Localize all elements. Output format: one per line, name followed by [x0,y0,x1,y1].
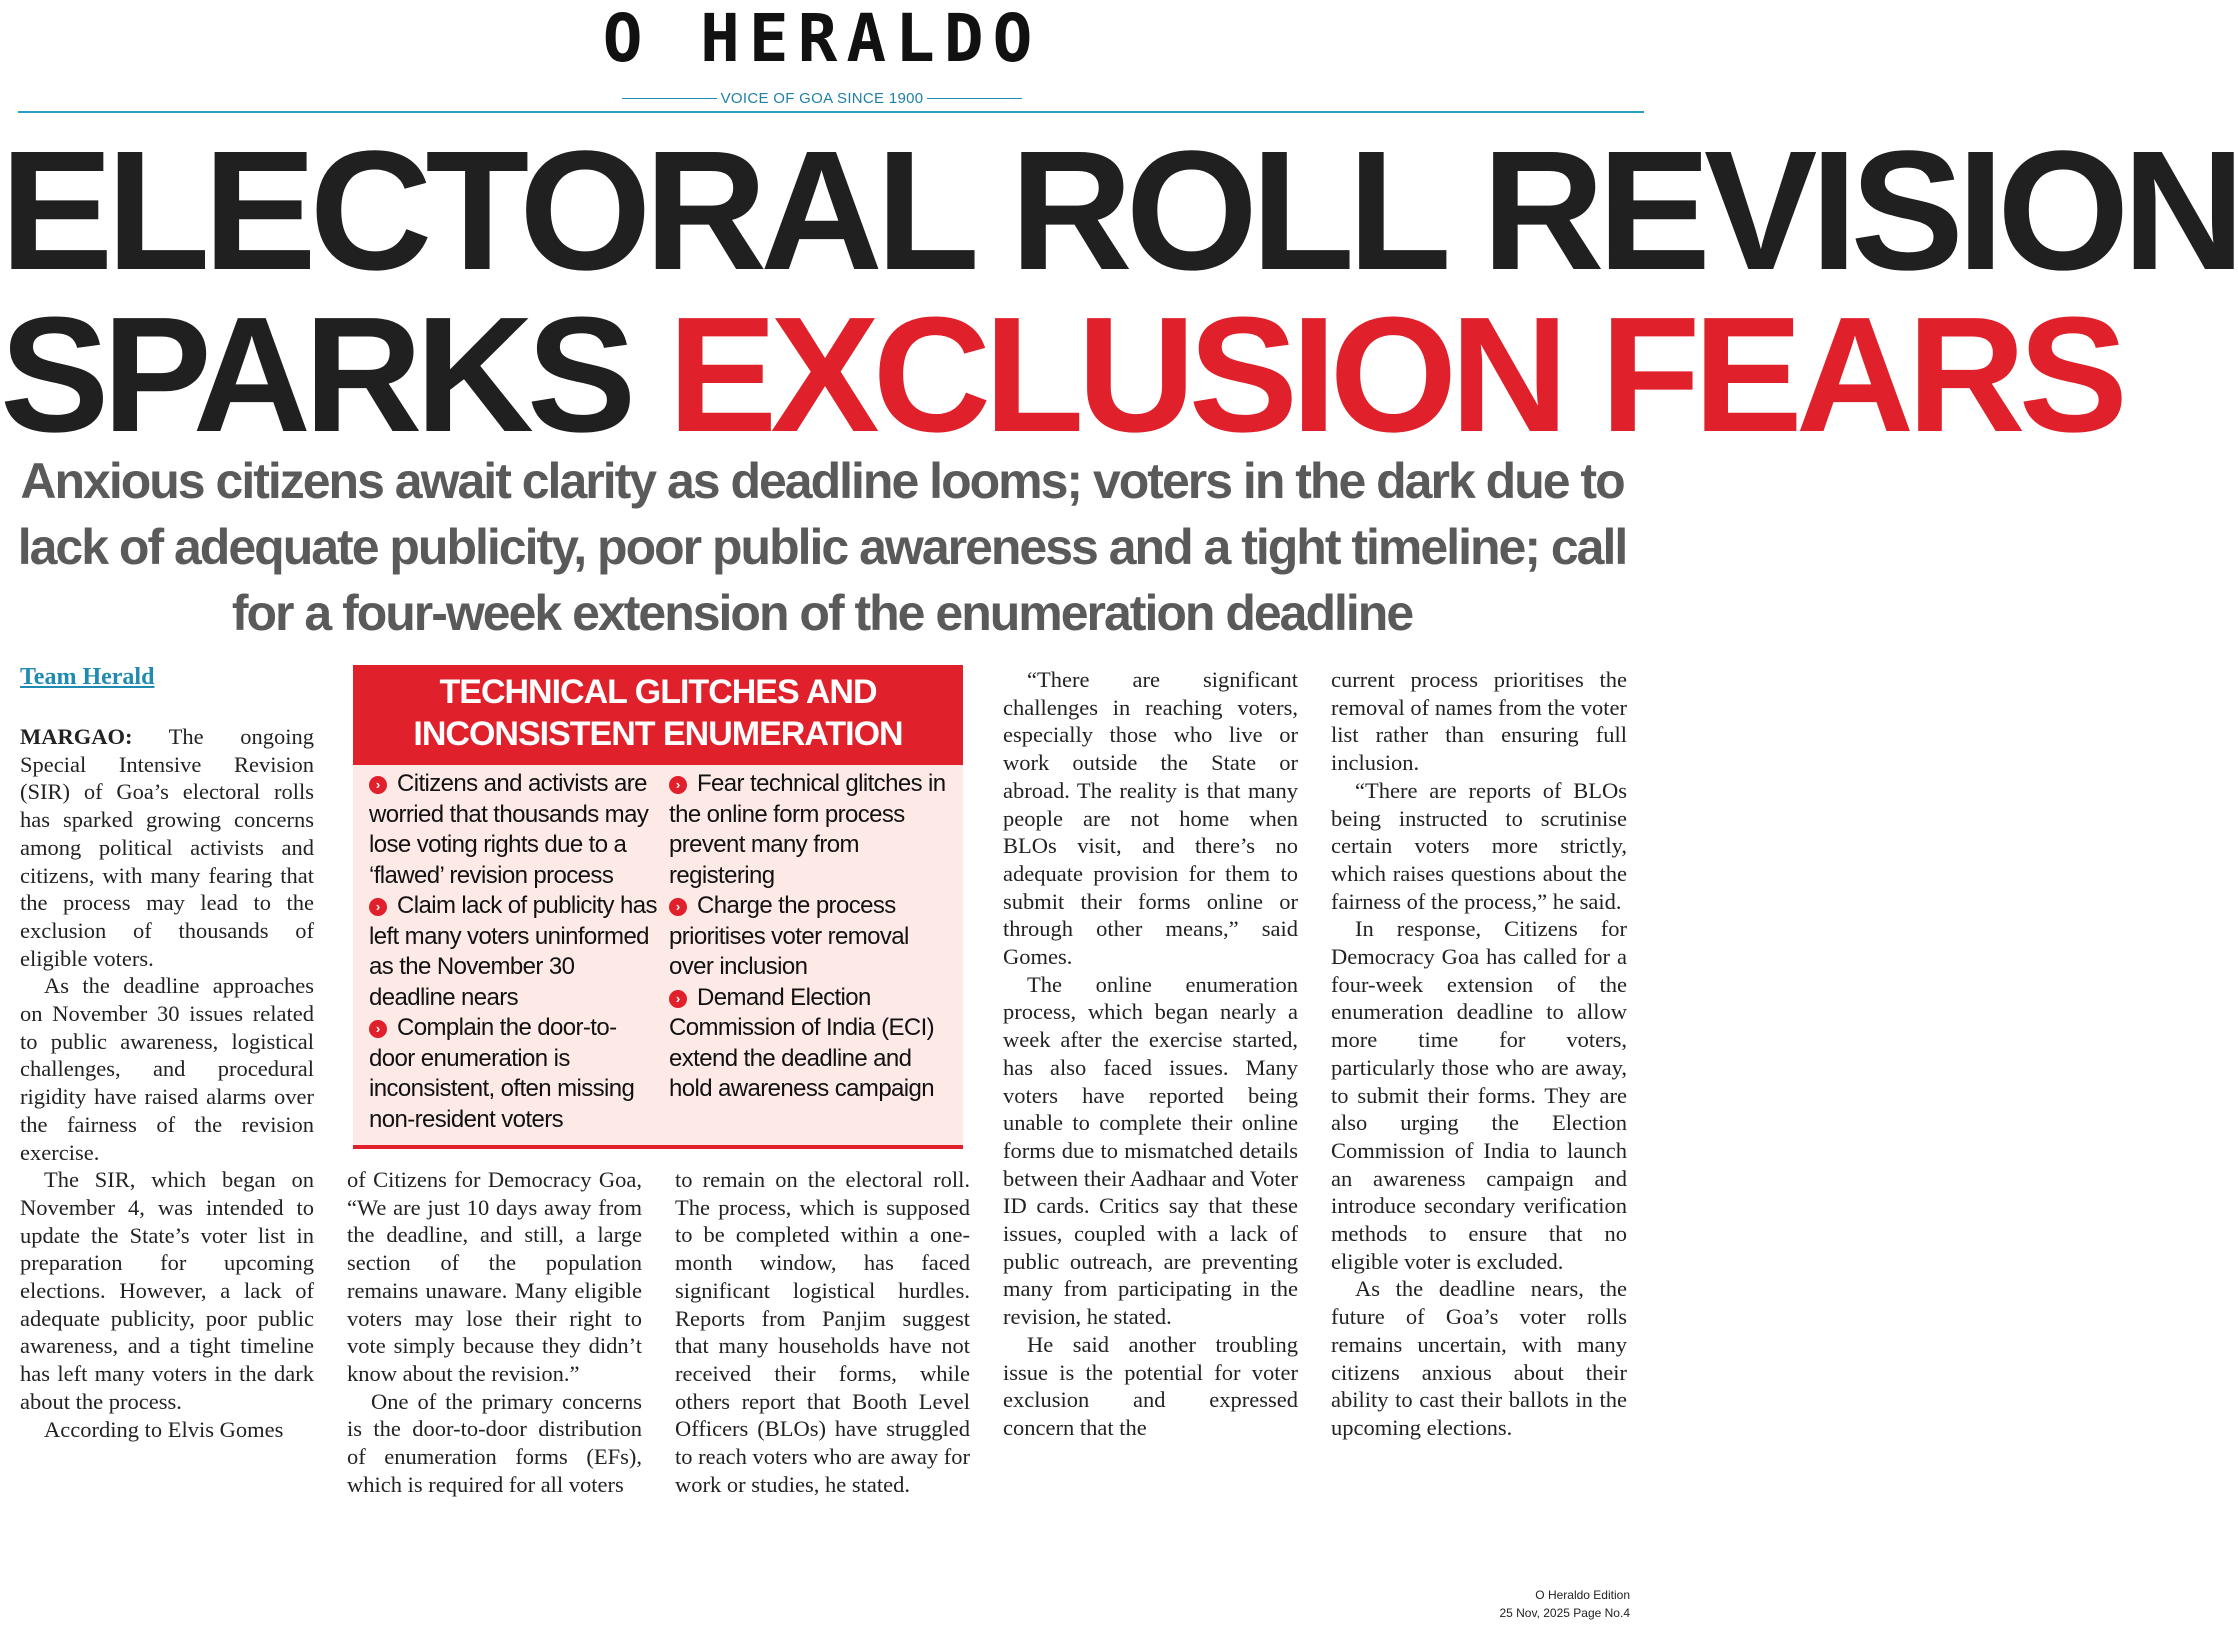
chevron-right-icon: › [369,776,387,794]
paragraph: As the deadline nears, the future of Goa’s voter rolls remains uncertain, with many citizens anxious about their ability to cast their ballots in the upcoming elections. [1331,1276,1627,1440]
sidebar-bullet-text: Citizens and activists are worried that thousands may lose voting rights due to a ‘flawed’ revision process [369,770,649,889]
paragraph-text: The ongoing Special Intensive Revision (SIR) of Goa’s electoral rolls has sparked growing concerns among political activists and citizens, with many fearing that the process may lead to the exclusion of thousands of eligible voters. [20,724,314,971]
sidebar-box [353,665,963,1149]
article-column-1 [20,723,314,1443]
paragraph: According to Elvis Gomes [44,1416,284,1442]
subheadline-deck: Anxious citizens await clarity as deadline looms; voters in the dark due to lack of adequate publicity, poor public awareness and a tight timeline; call for a four-week extension of the enumeration deadline [17,453,1627,641]
paragraph: “There are reports of BLOs being instructed to scrutinise certain voters more strictly, which raises questions about the fairness of the process,” he said. [1331,777,1627,914]
sidebar-bullet [669,891,957,983]
paragraph: current process prioritises the removal of names from the voter list rather than ensuring full inclusion. [1331,667,1627,776]
chevron-right-icon: › [669,776,687,794]
sidebar-column-right [669,769,957,1105]
sidebar-title-line-2: INCONSISTENT ENUMERATION [413,715,903,753]
article-column-2 [347,1166,642,1498]
sidebar-bullet-text: Complain the door-to-door enumeration is inconsistent, often missing non-resident voters [369,1014,635,1133]
paragraph: to remain on the electoral roll. The process, which is supposed to be completed within a one-month window, has faced significant logistical hurdles. Reports from Panjim suggest that many households have not received their forms, while others report that Booth Level Officers (BLOs) have struggled to reach voters who are away for work or studies, he stated. [675,1167,970,1497]
sidebar-title [353,665,963,765]
paragraph [20,723,314,972]
chevron-right-icon: › [369,898,387,916]
byline[interactable]: Team Herald [20,664,155,690]
chevron-right-icon: › [369,1020,387,1038]
paragraph: He said another troubling issue is the potential for voter exclusion and expressed concern that the [1003,1331,1298,1440]
paragraph: of Citizens for Democracy Goa, “We are just 10 days away from the deadline, and still, a large section of the population remains unaware. Many eligible voters may lose their right to vote simply because they didn’t know about the revision.” [347,1167,642,1386]
paragraph: “There are significant challenges in reaching voters, especially those who live or work outside the State or abroad. The reality is that many people are not home when BLOs visit, and there’s no adequate provision for them to submit their forms online or through other means,” said Gomes. [1003,667,1298,970]
edition-info [1499,1586,1630,1622]
article-column-4 [1003,666,1298,1442]
sidebar-bullet [669,769,957,891]
chevron-right-icon: › [669,898,687,916]
sidebar-bullet-text: Demand Election Commission of India (ECI) extend the deadline and hold awareness campaign [669,983,935,1102]
sidebar-bullet-text: Fear technical glitches in the online form process prevent many from registering [669,770,946,889]
headline-red-part: EXCLUSION FEARS [667,283,2122,466]
paragraph: In response, Citizens for Democracy Goa has called for a four-week extension of the enumeration deadline to allow more time for voters, particularly those who are away, to submit their forms. They are also urging the Election Commission of India to launch an awareness campaign and introduce secondary verification methods to ensure that no eligible voter is excluded. [1331,916,1627,1274]
sidebar-title-line-1: TECHNICAL GLITCHES AND [439,673,877,711]
masthead [0,0,1644,112]
article-column-3 [675,1166,970,1498]
paragraph: The SIR, which began on November 4, was intended to update the State’s voter list in preparation for upcoming elections. However, a lack of adequate publicity, poor public awareness, and a tight timeline has left many voters in the dark about the process. [20,1167,314,1414]
edition-date-page: 25 Nov, 2025 Page No.4 [1499,1606,1630,1620]
sidebar-column-left [369,769,657,1135]
headline-line-2 [0,283,2122,466]
sidebar-bullet [669,983,957,1105]
edition-name: O Heraldo Edition [1535,1588,1630,1602]
article-column-5 [1331,666,1627,1442]
paragraph: As the deadline approaches on November 30 issues related to public awareness, logistical challenges, and procedural rigidity have raised alarms over the fairness of the revision exercise. [20,973,314,1165]
masthead-divider [18,111,1644,113]
headline-black-part: SPARKS [0,283,630,466]
sidebar-bullet-text: Charge the process prioritises voter removal over inclusion [669,892,909,980]
sidebar-bullet-text: Claim lack of publicity has left many voters uninformed as the November 30 deadline nears [369,892,657,1011]
tagline-text: VOICE OF GOA SINCE 1900 [720,89,924,107]
tagline [622,86,1022,110]
chevron-right-icon: › [669,990,687,1008]
sidebar-bullet [369,1013,657,1135]
dateline: MARGAO: [20,724,133,749]
masthead-title: O HERALDO [602,0,1042,77]
sidebar-bullet [369,769,657,891]
tagline-rule-left [622,98,717,99]
headline-line-1: ELECTORAL ROLL REVISION [0,116,2238,306]
paragraph: One of the primary concerns is the door-to-door distribution of enumeration forms (EFs), which is required for all voters [347,1388,642,1497]
sidebar-bullet [369,891,657,1013]
paragraph: The online enumeration process, which began nearly a week after the exercise started, has also faced issues. Many voters have reported being unable to complete their online forms due to mismatched details between their Aadhaar and Voter ID cards. Critics say that these issues, coupled with a lack of public outreach, are preventing many from participating in the revision, he stated. [1003,971,1298,1330]
tagline-rule-right [927,98,1022,99]
